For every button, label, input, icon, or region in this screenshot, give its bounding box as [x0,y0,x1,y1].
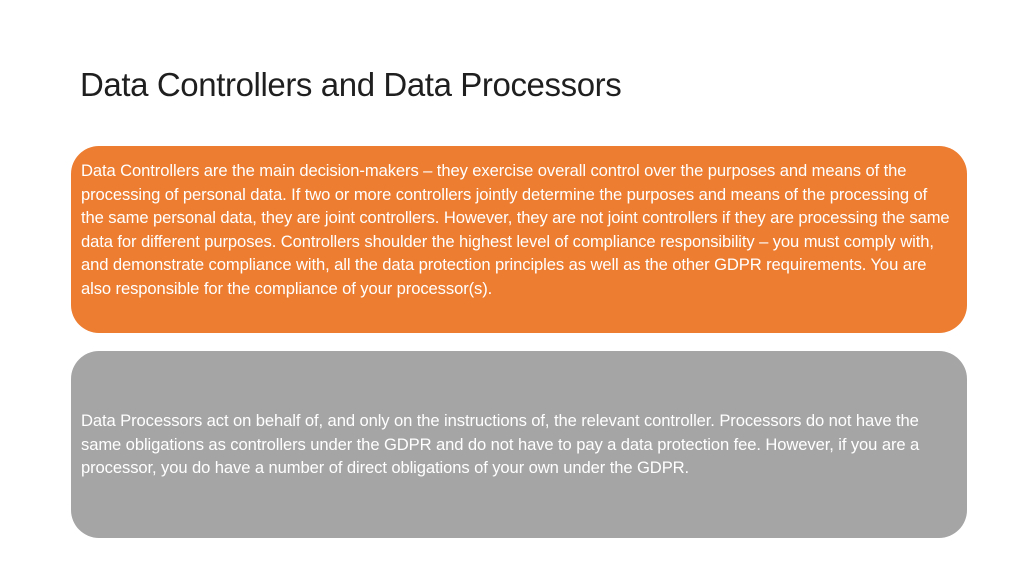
slide-title: Data Controllers and Data Processors [80,66,622,103]
data-processors-box [71,351,967,538]
data-controllers-box [71,146,967,333]
data-processors-text: Data Processors act on behalf of, and only on the instructions of, the relevant controller. Processors do not have the same obligations as controllers under the GDPR and do not have to pay a data protection fee. However, if you are a processor, you do have a number of direct obligations of your own under the GDPR. [81,411,920,478]
data-controllers-text: Data Controllers are the main decision-makers – they exercise overall control over the purposes and means of the processing of personal data. If two or more controllers jointly determine the purposes and means of the processing of the same personal data, they are joint controllers. However, they are not joint controllers if they are processing the same data for different purposes. Controllers shoulder the highest level of compliance responsibility – you must comply with, and demonstrate compliance with, all the data protection principles as well as the other GDPR requirements. You are also responsible for the compliance of your processor(s). [81,161,950,298]
